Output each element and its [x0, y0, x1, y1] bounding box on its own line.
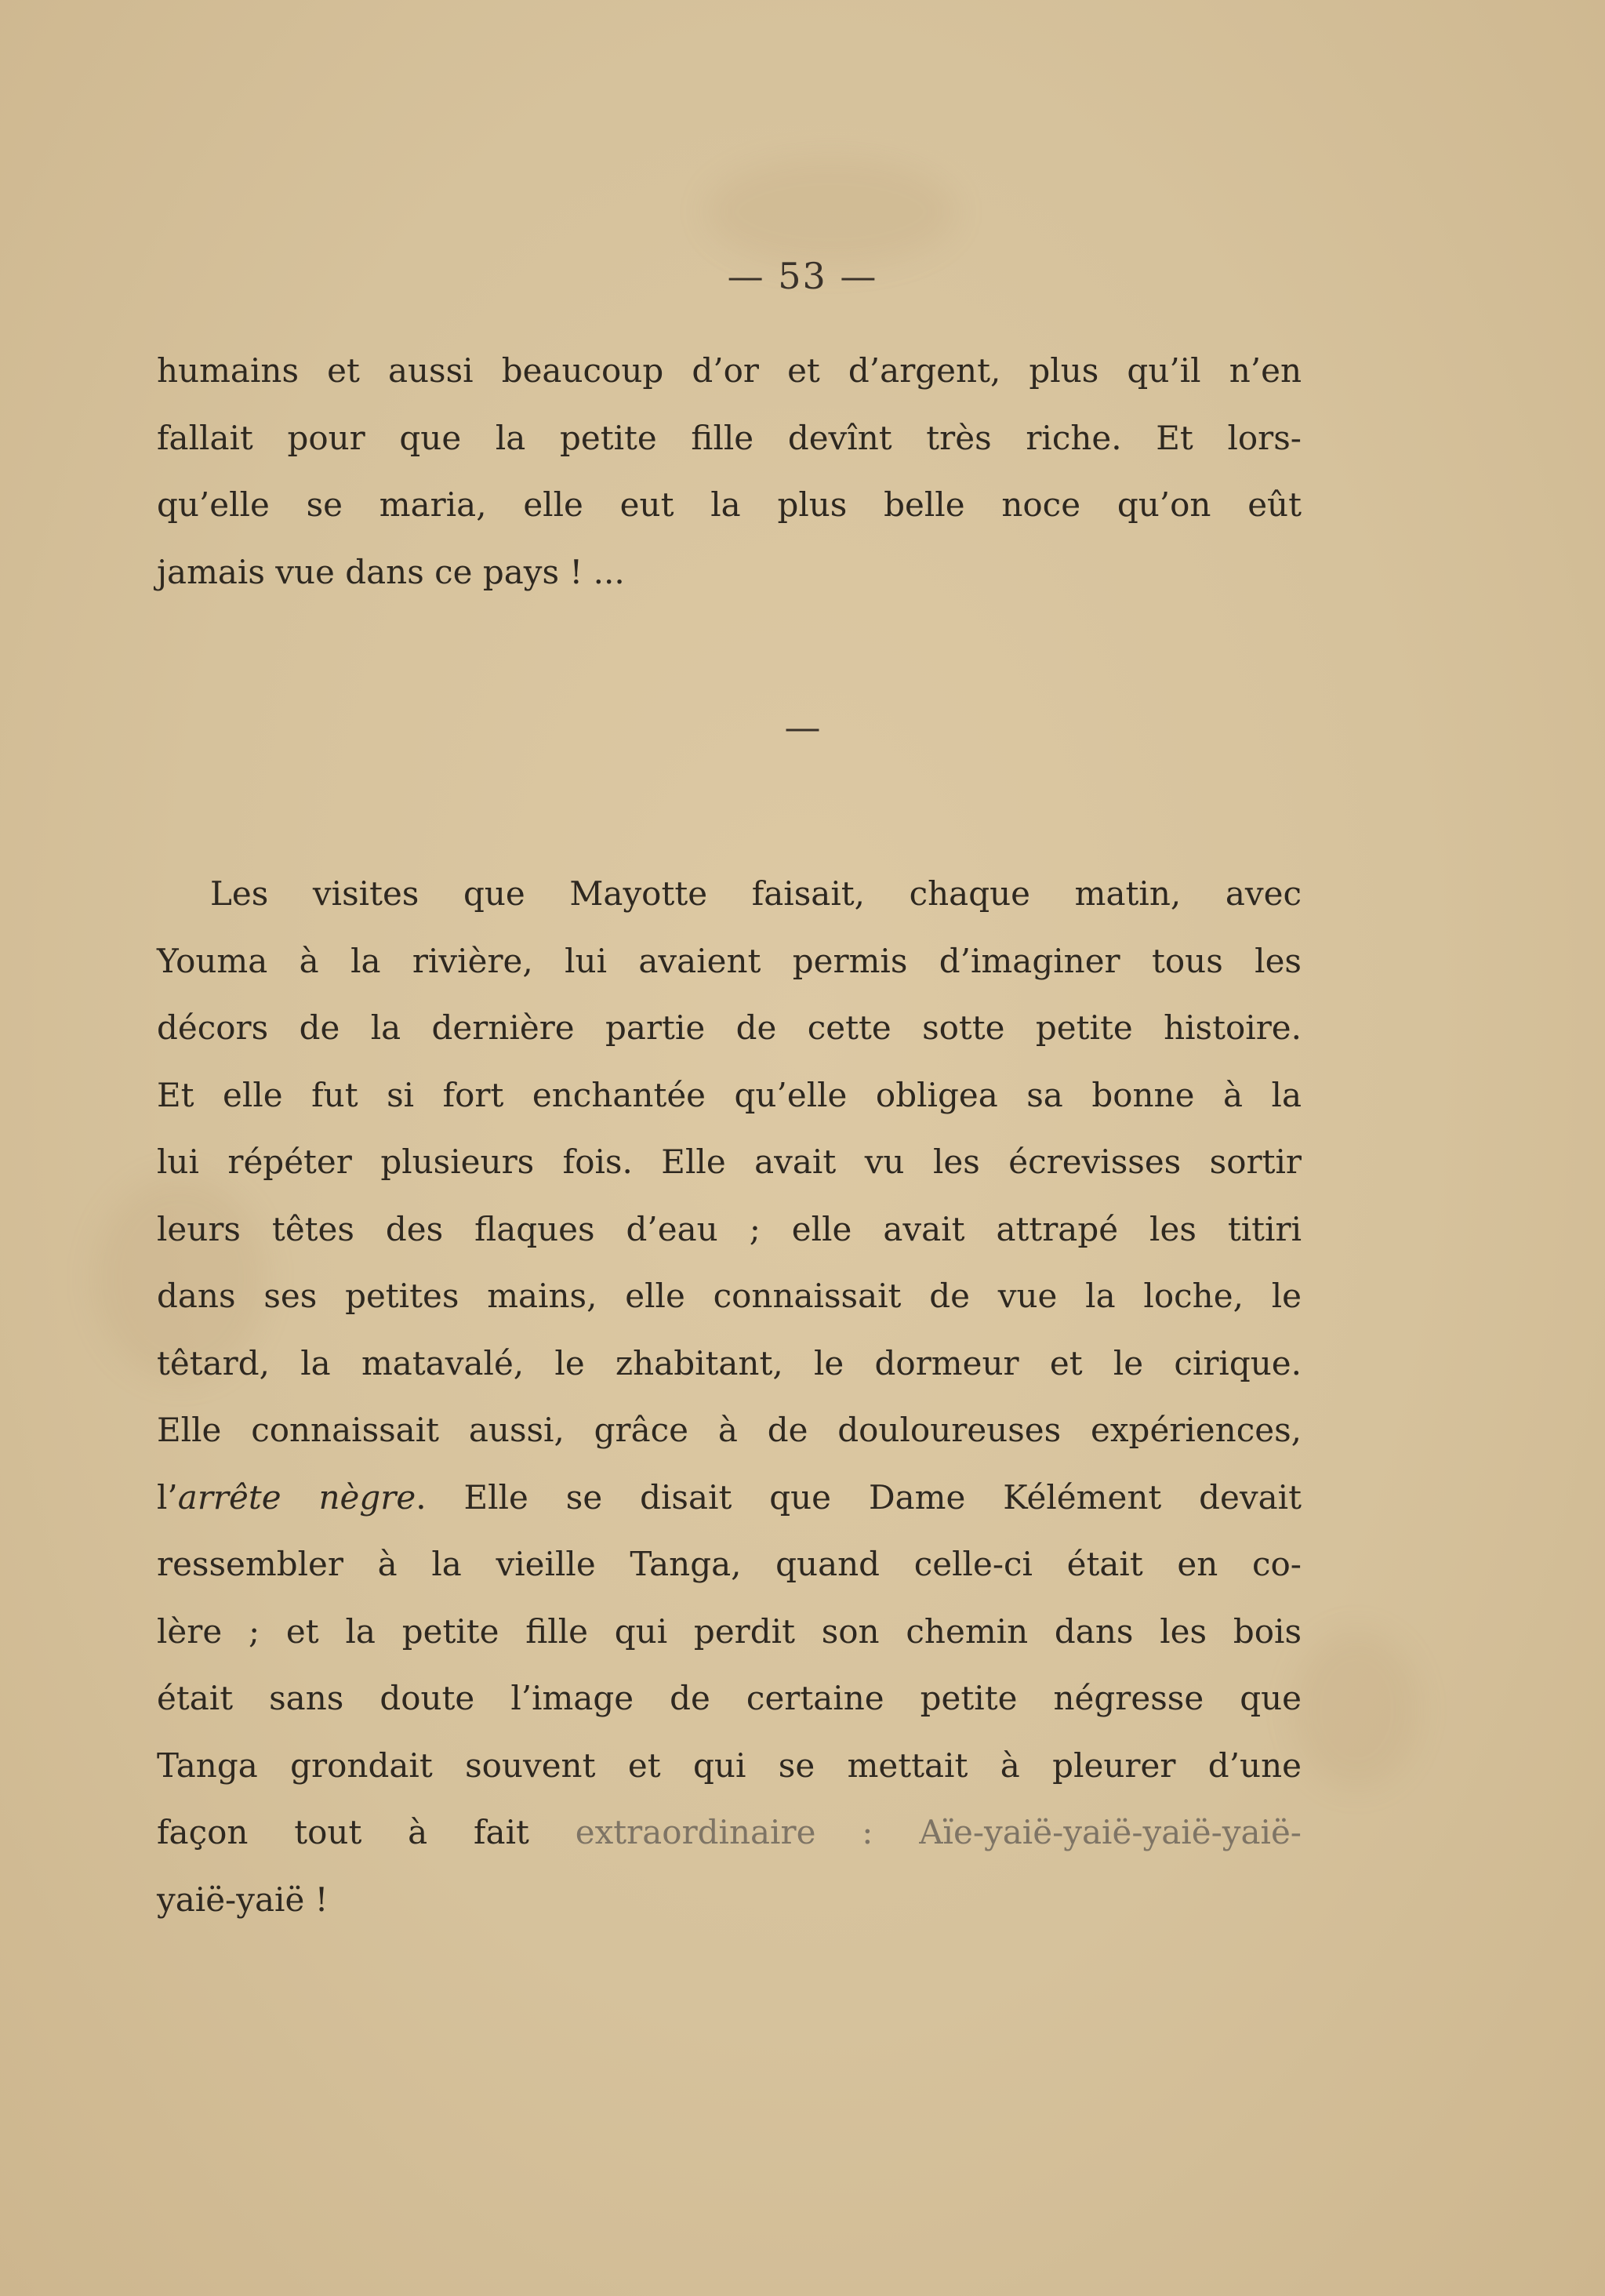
text-fragment: façon tout à fait [157, 1813, 529, 1851]
text-line: qu’elle se maria, elle eut la plus belle noce qu’on eût [157, 485, 1302, 524]
text-line: lui répéter plusieurs fois. Elle avait vu les écrevisses sortir [157, 1143, 1302, 1181]
paper-stain [1294, 1631, 1419, 1788]
text-line: têtard, la matavalé, le zhabitant, le dormeur et le cirique. [157, 1343, 1302, 1382]
italic-term: arrête nègre [177, 1477, 416, 1517]
text-fragment: l’ [157, 1477, 178, 1517]
text-line: était sans doute l’image de certaine petite négresse que [157, 1679, 1302, 1717]
text-line: Et elle fut si fort enchantée qu’elle obligea sa bonne à la [157, 1075, 1302, 1114]
text-line: yaië-yaië ! [157, 1880, 329, 1919]
text-line: décors de la dernière partie de cette sotte petite histoire. [157, 1008, 1302, 1047]
text-line: leurs têtes des flaques d’eau ; elle avait attrapé les titiri [157, 1209, 1302, 1248]
text-line: Tanga grondait souvent et qui se mettait à pleurer d’une [157, 1746, 1302, 1785]
faded-text-fragment: extraordinaire : Aïe-yaië-yaië-yaië-yaië- [575, 1813, 1302, 1851]
text-line-with-italic [157, 1464, 1302, 1531]
text-line: lère ; et la petite fille qui perdit son chemin dans les bois [157, 1611, 1302, 1651]
text-fragment: . Elle se disait que Dame Kélément devait [416, 1477, 1302, 1517]
paragraph-main [157, 860, 1302, 1933]
paragraph-continuation [157, 337, 1302, 605]
text-line: fallait pour que la petite fille devînt très riche. Et lors- [157, 418, 1302, 457]
section-break-dash: — [784, 706, 821, 748]
text-line: Elle connaissait aussi, grâce à de douloureuses expériences, [157, 1411, 1302, 1449]
text-line-partially-faded [157, 1799, 1302, 1866]
page-number: — 53 — [727, 255, 878, 297]
text-line: jamais vue dans ce pays ! ... [157, 552, 625, 591]
text-line: Les visites que Mayotte faisait, chaque matin, avec [210, 874, 1302, 913]
text-line: dans ses petites mains, elle connaissait de vue la loche, le [157, 1277, 1302, 1315]
paper-stain [706, 157, 957, 267]
text-line: Youma à la rivière, lui avaient permis d’imaginer tous les [157, 941, 1302, 980]
text-line: ressembler à la vieille Tanga, quand celle-ci était en co- [157, 1545, 1302, 1583]
text-line: humains et aussi beaucoup d’or et d’argent, plus qu’il n’en [157, 351, 1302, 390]
